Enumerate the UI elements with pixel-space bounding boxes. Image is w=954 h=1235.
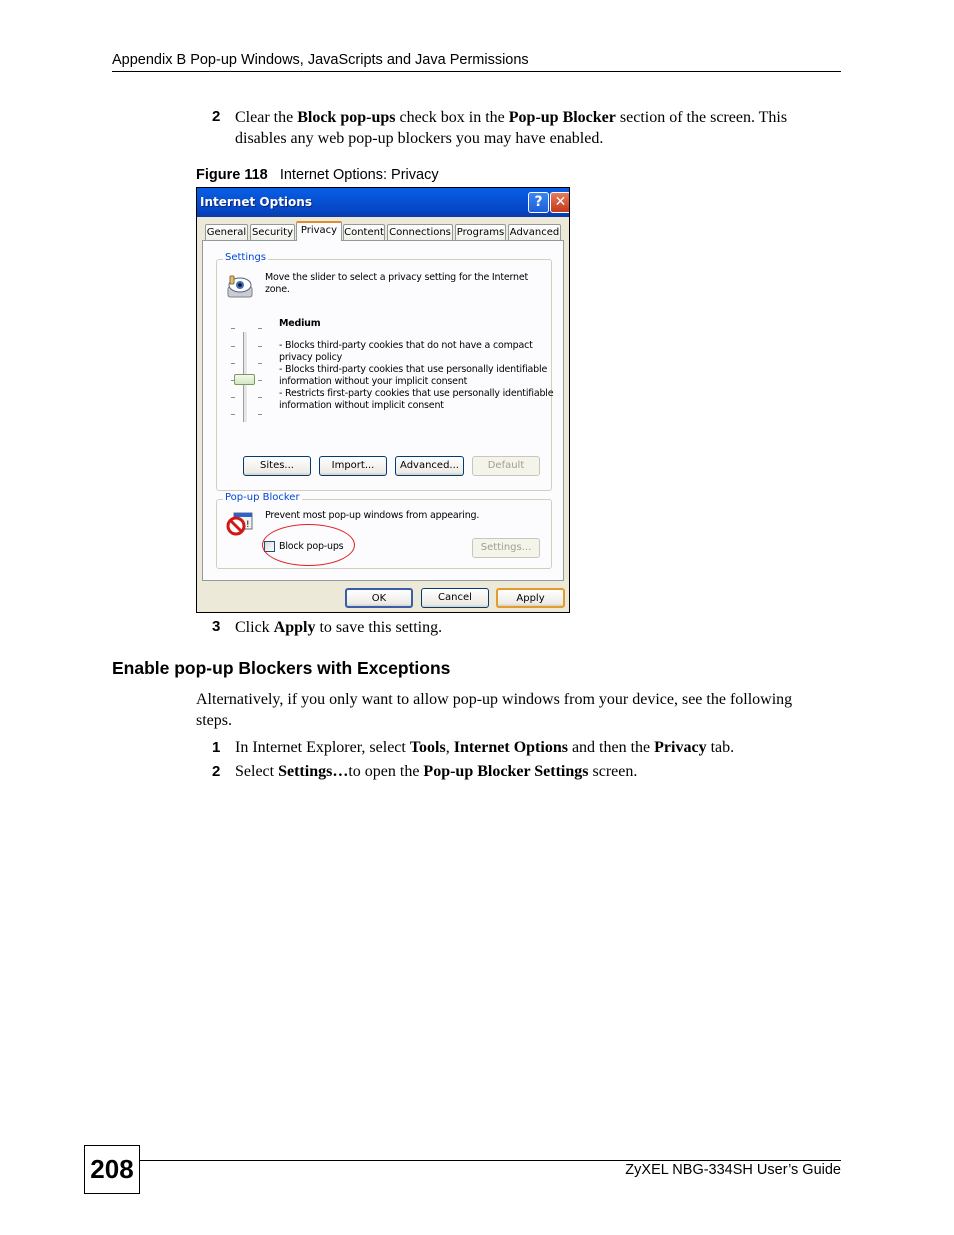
cancel-button[interactable]: Cancel: [421, 588, 489, 608]
popup-blocked-icon: [226, 511, 254, 537]
title-bar[interactable]: [197, 188, 569, 217]
desc-line: - Restricts first-party cookies that use personally identifiable: [279, 388, 554, 399]
step-text: [235, 737, 734, 758]
privacy-slider-thumb[interactable]: [234, 374, 255, 385]
text-run: Select: [235, 763, 279, 780]
privacy-eye-icon: [226, 273, 256, 299]
slider-tick: [258, 328, 262, 329]
text-run: Clear the: [235, 109, 298, 126]
privacy-tab-panel: [202, 240, 564, 581]
slider-tick: [258, 380, 262, 381]
intro-line: Move the slider to select a privacy setting for the Internet: [265, 272, 529, 283]
desc-line: - Blocks third-party cookies that do not have a compact: [279, 340, 533, 351]
tab-privacy[interactable]: Privacy: [296, 221, 342, 241]
step-number: 1: [212, 739, 221, 756]
bold-term: Tools: [409, 739, 446, 756]
text-run: steps.: [196, 712, 232, 729]
bold-term: Apply: [273, 619, 316, 636]
tab-programs[interactable]: Programs: [455, 224, 506, 240]
popup-blocker-group: [216, 492, 552, 569]
sites-button[interactable]: Sites...: [243, 456, 311, 476]
settings-intro: [265, 272, 528, 296]
privacy-level-description: [279, 340, 553, 412]
slider-tick: [231, 363, 235, 364]
bold-term: Privacy: [654, 739, 707, 756]
text-run: ,: [445, 739, 454, 756]
text-run: and then the: [567, 739, 655, 756]
import-button[interactable]: Import...: [319, 456, 387, 476]
intro-line: zone.: [265, 284, 290, 295]
header-rule: [112, 71, 841, 72]
tab-general[interactable]: General: [205, 224, 248, 240]
popup-blocker-group-label: Pop-up Blocker: [225, 492, 300, 503]
tab-content[interactable]: Content: [343, 224, 385, 240]
step-number: 3: [212, 618, 221, 635]
figure-label: Figure 118: [196, 167, 268, 183]
internet-options-dialog: [196, 187, 570, 613]
running-header: Appendix B Pop-up Windows, JavaScripts and Java Permissions: [112, 52, 529, 68]
slider-tick: [231, 328, 235, 329]
tab-connections[interactable]: Connections: [387, 224, 453, 240]
step-text: [235, 617, 442, 638]
settings-group-label: Settings: [225, 252, 267, 263]
step-text: [235, 761, 637, 782]
slider-tick: [231, 346, 235, 347]
text-run: In Internet Explorer, select: [235, 739, 410, 756]
page-number: 208: [84, 1145, 140, 1194]
text-run: tab.: [706, 739, 735, 756]
highlight-circle: [262, 524, 355, 566]
text-run: Alternatively, if you only want to allow pop-up windows from your device, see the following: [196, 691, 793, 708]
advanced-button[interactable]: Advanced...: [395, 456, 464, 476]
slider-tick: [258, 397, 262, 398]
apply-button[interactable]: Apply: [496, 588, 565, 608]
tab-advanced[interactable]: Advanced: [508, 224, 561, 240]
popup-settings-button[interactable]: Settings...: [472, 538, 540, 558]
bold-term: Pop-up Blocker Settings: [423, 763, 589, 780]
text-run: section of the screen. This: [615, 109, 788, 126]
text-run: screen.: [588, 763, 638, 780]
tab-security[interactable]: Security: [250, 224, 295, 240]
section-paragraph: [196, 689, 792, 731]
step-text: [235, 107, 787, 149]
ok-button[interactable]: OK: [345, 588, 413, 608]
text-run: Click: [235, 619, 274, 636]
close-button[interactable]: ✕: [550, 192, 570, 213]
bold-term: Pop-up Blocker: [508, 109, 616, 126]
text-run: to open the: [348, 763, 424, 780]
footer-rule: [140, 1160, 841, 1161]
figure-caption: [196, 167, 439, 183]
bold-term: Block pop-ups: [297, 109, 396, 126]
dialog-title: Internet Options: [200, 195, 312, 209]
block-popups-label[interactable]: Block pop-ups: [279, 541, 344, 552]
text-run: disables any web pop-up blockers you may have enabled.: [235, 130, 604, 147]
step-number: 2: [212, 763, 221, 780]
svg-text:!: !: [246, 520, 250, 530]
guide-title: ZyXEL NBG-334SH User’s Guide: [625, 1162, 841, 1178]
desc-line: information without your implicit consent: [279, 376, 468, 387]
desc-line: privacy policy: [279, 352, 343, 363]
slider-tick: [258, 346, 262, 347]
bold-term: Settings…: [278, 763, 349, 780]
privacy-level: Medium: [279, 318, 321, 329]
slider-tick: [231, 414, 235, 415]
step-number: 2: [212, 108, 221, 125]
section-heading: Enable pop-up Blockers with Exceptions: [112, 658, 451, 678]
slider-tick: [258, 414, 262, 415]
popup-blocker-text: Prevent most pop-up windows from appearing.: [265, 510, 480, 521]
bold-term: Internet Options: [453, 739, 568, 756]
settings-group: [216, 252, 554, 491]
desc-line: - Blocks third-party cookies that use personally identifiable: [279, 364, 548, 375]
desc-line: information without implicit consent: [279, 400, 444, 411]
text-run: check box in the: [395, 109, 509, 126]
slider-tick: [231, 397, 235, 398]
text-run: to save this setting.: [315, 619, 443, 636]
slider-tick: [258, 363, 262, 364]
help-button[interactable]: ?: [528, 192, 549, 213]
default-button[interactable]: Default: [472, 456, 540, 476]
figure-title: Internet Options: Privacy: [279, 167, 439, 183]
